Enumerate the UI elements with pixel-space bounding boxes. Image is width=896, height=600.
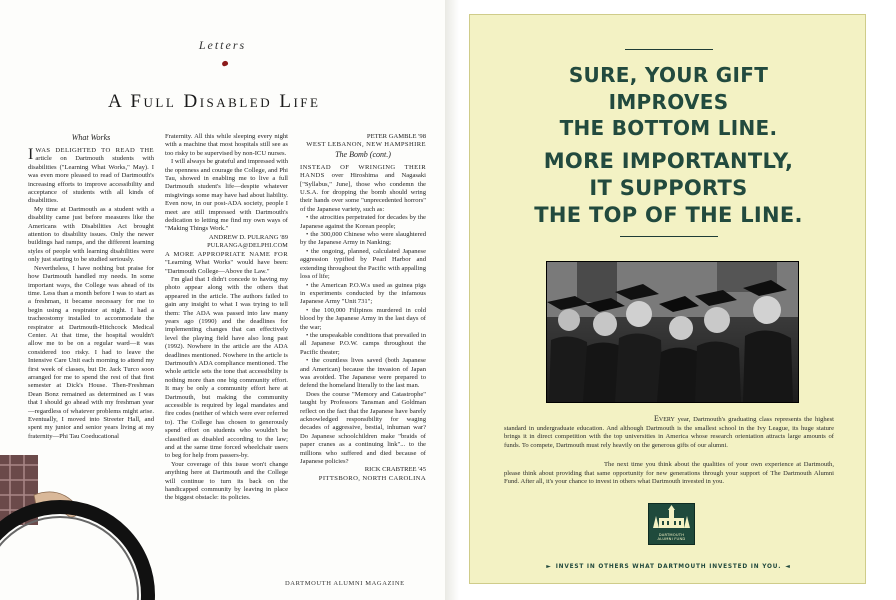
letter-column-3 — [300, 133, 426, 483]
letter1-paragraph-2: My time at Dartmouth as a student with a disability came just before measures like the Americans with Disabilities Act brought attention to disability issues. Only the newer buildings had ramps, and the different learning styles of people with learning disabilities were only just starting to be studied seriously. — [28, 205, 154, 264]
graduates-photo — [546, 261, 799, 403]
ad-headline-top-1: SURE, YOUR GIFT — [568, 63, 769, 87]
ad-body-paragraph-2 — [504, 461, 834, 487]
letter3-paragraph-2: Does the course "Memory and Catastrophe" taught by Professors Tansman and Goldman reflect on the fact that the Japanese have barely acknowledged responsibility for waging decades of aggressive, bestial, inhuman war? Do Japanese schoolchildren make "braids of paper cranes as a continuing link"... to the millions who suffered and died because of Japanese policies? — [300, 390, 426, 466]
letter1-signature: ANDREW D. PULRANG '89 — [208, 233, 288, 241]
letter3-bullet-7: • the countless lives saved (both Japanese and American) because the invasion of Japan was avoided. The Japanese were prepared to defend the homeland literally to the last man. — [300, 357, 426, 390]
section-label: Letters — [198, 38, 247, 52]
top-rule — [625, 49, 713, 50]
letter3-bullet-2: • the 300,000 Chinese who were slaughtered by the Japanese Army in Nanking; — [300, 231, 426, 247]
ad-headline-bottom-2: IT SUPPORTS — [589, 176, 748, 200]
alumni-fund-logo — [648, 503, 695, 545]
letter1-p1-text: article on Dartmouth students with disabilities ("Learning What Works," May). I was even more pleased to read of Dartmouth's increasing efforts to improve accessibility and acceptance of students with all kinds of disabilities. — [28, 155, 154, 205]
ad-headline-bottom-1: MORE IMPORTANTLY, — [543, 149, 794, 173]
page-gutter — [445, 0, 459, 600]
letter2-location: WEST LEBANON, NEW HAMPSHIRE — [306, 141, 426, 149]
photo-building — [577, 262, 617, 302]
letter3-bullet-4: • the American P.O.W.s used as guinea pigs in experiments conducted by the infamous Japanese Army "Unit 731"; — [300, 281, 426, 306]
letter3-signature: RICK CRABTREE '45 — [364, 466, 426, 474]
ad-body-first-word: Every — [654, 414, 675, 423]
letter3-bullet-1: • the atrocities perpetrated for decades by the Japanese against the Korean people; — [300, 214, 426, 230]
letter1-paragraph-3: Nevertheless, I have nothing but praise for how Dartmouth handled my needs. In some important ways, the College was ahead of its time. Less than a month before I was to start as a freshman, it became necessary for me to begin using a respirator at night. I had a tracheostomy installed to accommodate the respirator at Dartmouth-Hitchcock Medical Center. At that time, the hospital wouldn't allow me to be on a regular ward—it was considered too risky. I had to leave the Intensive Care Unit each morning to attend my first week of classes, but Dr. Jack Turco soon arranged for me to spend the rest of that first semester at Dick's House. Then-Freshman Dean Bonz remained as determined as I was that I should go ahead with my freshman year—regardless of whatever problems might arise. Eventually, I moved into Streeter Hall, and spent my junior and senior years living at my fraternity—Phi Tau Coeducational — [28, 264, 154, 440]
letter2-signature: PETER GAMBLE '98 — [366, 133, 426, 140]
ad-body-paragraph-1 — [504, 415, 834, 450]
alumni-fund-ad — [469, 14, 866, 584]
letter1-lead-words: WAS DELIGHTED TO READ THE — [35, 147, 154, 154]
letter1-subhead: What Works — [71, 133, 111, 142]
letter-column-2 — [165, 133, 288, 503]
ad-headline-top-2: IMPROVES — [608, 90, 729, 114]
letter2-lead-words: A MORE APPROPRIATE NAME FOR — [165, 250, 288, 258]
ad-headline-bottom-3: THE TOP OF THE LINE. — [534, 203, 803, 227]
logo-line-1: DARTMOUTH — [658, 533, 685, 537]
ad-body-p1-text: year, Dartmouth's graduating class represents the highest standard in undergraduate education. And although Dartmouth is the smallest school in the Ivy League, its huge stature brings it in direct competition with the top universities in America whose research orientation attracts large amounts of funds. To compete, Dartmouth must rely heavily on the generous gifts of our alumni. — [504, 416, 834, 449]
letter3-bullet-5: • the 100,000 Filipinos murdered in cold blood by the Japanese Army in the last days of the war; — [300, 306, 426, 331]
ornament-icon — [221, 60, 228, 67]
magazine-footer: DARTMOUTH ALUMNI MAGAZINE — [285, 580, 405, 587]
letter2-p1-text: "Learning What Works" would have been: "Dartmouth College—Above the Law." — [165, 259, 288, 275]
arrow-left-icon: ◄ — [785, 563, 791, 570]
letter1-paragraph-5: I will always be grateful and impressed with the openness and courage the College, and Phi Tau, showed in enabling me to live a full Dartmouth student's life—despite whatever misgivings some may have had about liability. Even now, in our post-ADA society, people I meet are still impressed with Dartmouth's dedication to letting me find my own ways of "Making Things Work." — [165, 158, 289, 233]
letter-column-1 — [28, 133, 154, 441]
magazine-left-page — [0, 0, 445, 600]
letter3-bullet-6: • the unspeakable conditions that prevailed in all Japanese P.O.W. camps throughout the Pacific theater; — [300, 331, 426, 356]
graduates-photo-art — [547, 262, 798, 402]
letter2-paragraph-1 — [165, 251, 288, 276]
letter1-paragraph-1 — [28, 147, 154, 206]
letter2-paragraph-3: Your coverage of this issue won't change anything here at Dartmouth and the College will continue to turn its back on the handicapped community by leaving in place the biggest obstacle: its policies. — [165, 460, 288, 502]
letter3-lead-words: INSTEAD OF WRINGING THEIR HANDS — [300, 163, 426, 180]
letter3-p1-text: over Hiroshima and Nagasaki ["Syllabus," June], those who condemn the U.S.A. for dropping the bomb should wring their hands over some "unprecedented horrors" of the Japanese variety, such as: — [300, 172, 426, 213]
ad-headline-top-3: THE BOTTOM LINE. — [559, 116, 778, 140]
ad-tagline-text: INVEST IN OTHERS WHAT DARTMOUTH INVESTED IN YOU. — [555, 564, 782, 570]
wheelchair-illustration — [0, 455, 160, 600]
letter3-subhead: The Bomb (cont.) — [335, 149, 391, 159]
logo-text — [649, 533, 694, 541]
page-headline: A Full Disabled Life — [108, 91, 321, 112]
logo-line-2: ALUMNI FUND — [657, 537, 686, 542]
letter1-email: PULRANGA@DELPHI.COM — [207, 242, 288, 250]
mid-rule — [620, 236, 718, 237]
letter3-bullet-3: • the ongoing, planned, calculated Japanese aggression typified by Pearl Harbor and extending throughout the Pacific with appalling loss of life; — [300, 247, 426, 281]
ad-body-p2-text: The next time you think about the qualities of your own experience at Dartmouth, please think about providing that same opportunity for new generations through your support of The Dartmouth Alumni Fund. After all, it's your chance to invest in others what Dartmouth invested in you. — [504, 461, 834, 486]
letter2-paragraph-2: I'm glad that I didn't concede to having my photo appear along with the others that appeared in the article. The authors failed to gain any insight to what I was trying to tell them: The ADA was passed into law many years ago (1990) and the deadlines for implementing changes that can effectively level the playing field have also long past (1992). Nowhere in the article are the ADA deadlines mentioned. Nowhere in the article is Dartmouth's ADA compliance mentioned. The whole article sets the tone that accessibility is nothing more than one big community effort. It may be only a community effort here at Dartmouth, but making the community accessible is required by legal mandates and fire codes (neither of which were ever referred to). The College has chosen to generously spend effort on students who wouldn't be classified as disabled according to the law; and at the same time forced wheelchair users to beg for help from passers-by. — [165, 275, 288, 460]
letter1-paragraph-4: Fraternity. All this while sleeping every night with a machine that most hospitals still see as too risky to be supervised by non-ICU nurses. — [165, 133, 288, 157]
letter1-dropcap: I — [28, 146, 34, 163]
arrow-right-icon: ► — [546, 563, 552, 570]
letter3-paragraph-1 — [300, 164, 426, 214]
ad-tagline — [470, 563, 867, 570]
letter3-location: PITTSBORO, NORTH CAROLINA — [318, 474, 426, 482]
dartmouth-hall-icon — [649, 504, 694, 532]
